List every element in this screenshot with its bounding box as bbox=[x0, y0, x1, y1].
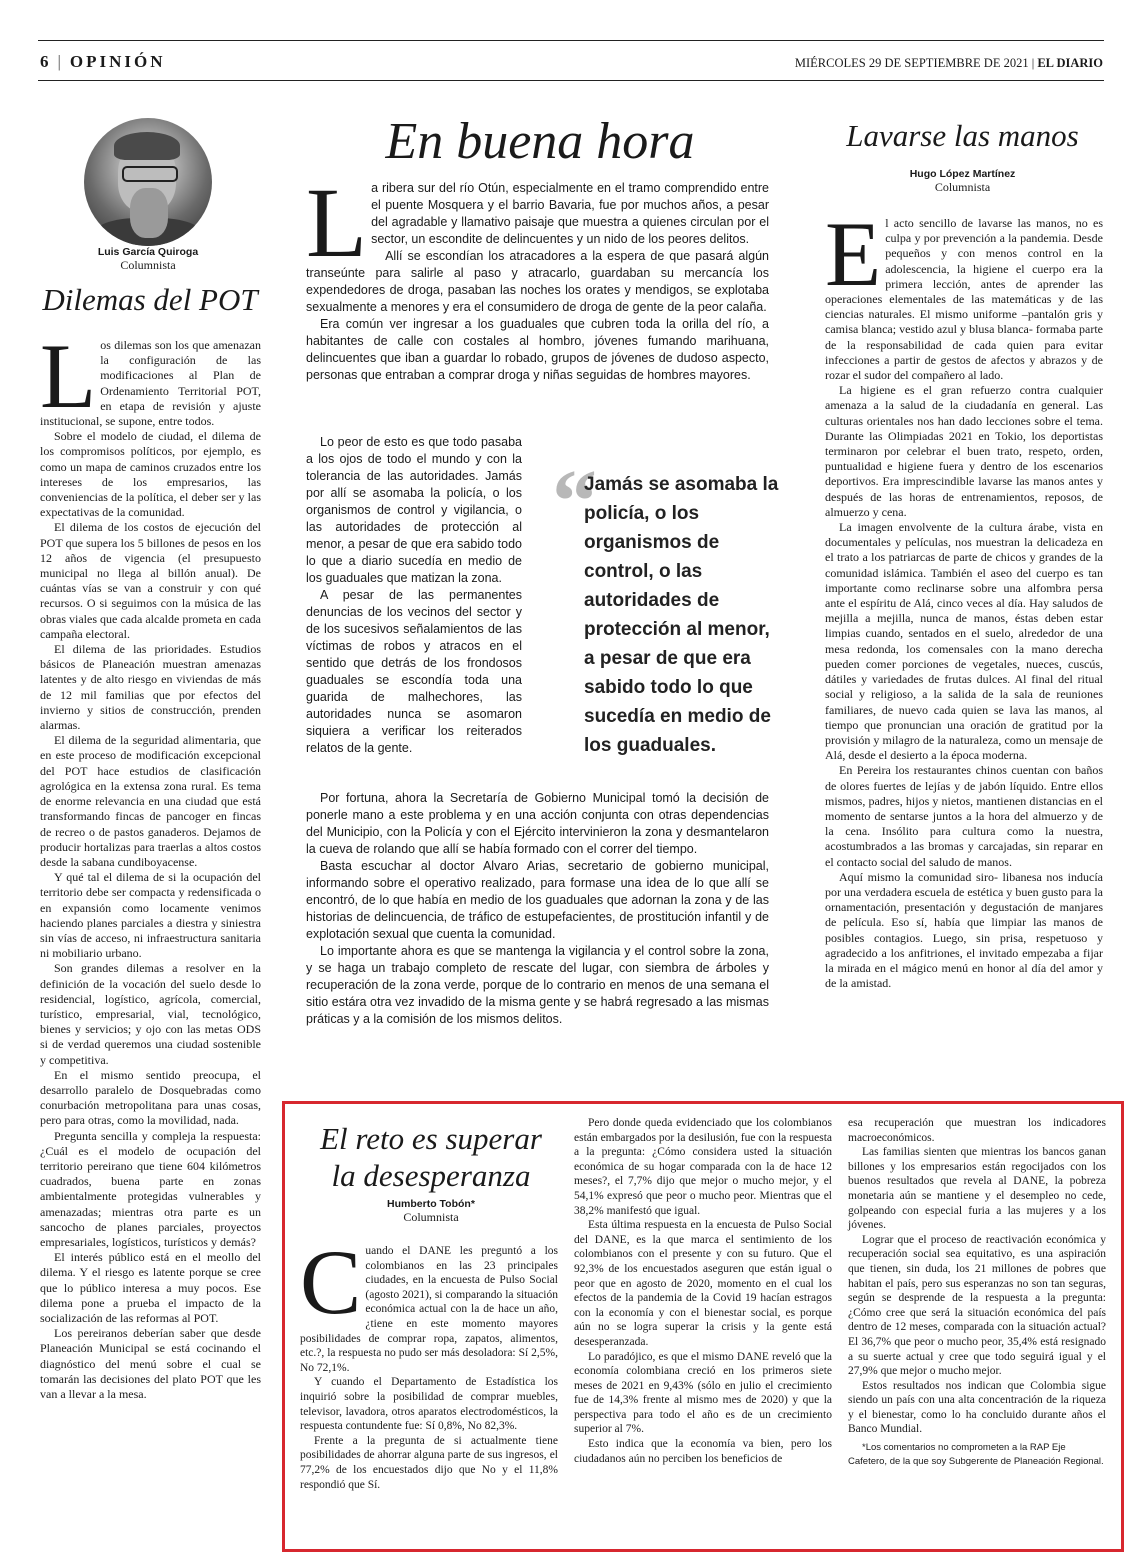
center-paragraph: A pesar de las permanentes denuncias de los vecinos del sector y de los sucesivos señalamientos de las víctimas de robos y atracos en el sentido que detrás de los frondosos guaduales se escondía toda una guarida de malhechores, las autoridades nunca se asomaron siquiera a verificar los reiterados relatos de la gente. bbox=[306, 588, 522, 755]
center-article-body-narrow bbox=[306, 434, 522, 757]
left-author-name: Luis García Quiroga bbox=[97, 246, 199, 258]
author-portrait bbox=[84, 118, 212, 246]
boxed-paragraph: Lo paradójico, es que el mismo DANE reveló que la economía colombiana creció en los primeros siete meses de 2021 en 9,43% (sólo en julio el crecimiento fue de 14,3% frente al mismo mes de 2020) y que la perspectiva para todo el año es de un crecimiento superior al 7%. bbox=[574, 1350, 832, 1436]
boxed-paragraph: Pero donde queda evidenciado que los colombianos están embargados por la desilusión, fue con la respuesta a la pregunta: ¿Cómo considera usted la situación económica de su hogar comparada con la de hace 12 meses?, el 7,7% dijo que mejor o mucho mejor, y el 54,1% expresó que peor o mucho peor. Mientras que el 38,2% manifestó que igual. bbox=[574, 1117, 832, 1217]
boxed-article-col1 bbox=[300, 1231, 558, 1492]
left-drop-cap: L bbox=[40, 325, 97, 427]
left-paragraph: Sobre el modelo de ciudad, el dilema de los compromisos políticos, por ejemplo, es como un mapa de caminos cruzados entre los intereses de los empresarios, las conveniencias de la política, el deber ser y las expectativas de la comunidad. bbox=[40, 429, 261, 520]
boxed-footnote: *Los comentarios no comprometen a la RAP Eje Cafetero, de la que soy Subgerente de Planeación Regional. bbox=[848, 1442, 1104, 1468]
boxed-article-title bbox=[300, 1120, 562, 1194]
boxed-article-col2 bbox=[574, 1116, 832, 1466]
boxed-author-block bbox=[300, 1198, 562, 1225]
center-article-body-top bbox=[306, 167, 769, 384]
right-paragraph: La imagen envolvente de la cultura árabe, vista en documentales y películas, nos muestran la delicadeza en el trato a los patriarcas de parte de chicos y grandes de la comunidad islámica. También el aseo del cuerpo es tan importante como reclinarse sobre una alfombra persa ante el espíritu de Alá, cinco veces al día. Hay saludos de mejilla a mejilla, nunca de manos, éstas deben estar limpias cuando, sentados en el suelo, alrededor de una mesa redonda, los comensales con la mano derecha pueden comer porciones de vegetales, nueces, cuscús, dátiles y variedades de frutas dulces. Al final del ritual social y religioso, a la salida de la sala de reuniones familiares, de nuevo cada quien se lava las manos, al tiempo que pronuncian una oración de gratitud por la provisión y milagro de la naturaleza, como un mensaje de Alá, desde el desierto a la época moderna. bbox=[825, 520, 1103, 763]
boxed-title-line: El reto es superar bbox=[320, 1121, 542, 1156]
right-article-body bbox=[825, 203, 1103, 991]
left-paragraph: El dilema de los costos de ejecución del POT que supera los 5 billones de pesos en los 12 años de vigencia (el presupuesto municipal no llega al billón anual). De cuántas vías se van a construir y con qué recursos. O si seguimos con la música de las obras viales que cada alcalde prometa en cada campaña electoral. bbox=[40, 520, 261, 641]
boxed-paragraph: Y cuando el Departamento de Estadística los inquirió sobre la posibilidad de comprar muebles, televisor, lavadora, otros aparatos electrodomésticos, la respuesta contundente fue: Sí 0,8%, No 82,3%. bbox=[300, 1376, 558, 1433]
boxed-paragraph: Estos resultados nos indican que Colombia sigue siendo un país con una alta concentración de la riqueza y el bienestar, como lo ha concluido durante años el Banco Mundial. bbox=[848, 1379, 1106, 1436]
right-paragraph: l acto sencillo de lavarse las manos, no es culpa y por prevención a la pandemia. Desde pequeños y con menos control en la adolescencia, la higiene el cuerpo era la primera lección, antes de aprender las operaciones elementales de las matemáticas y de las ciencias naturales. El mismo uniforme –pantalón gris y camisa blanca; vestido azul y blusa blanca- formaba parte de la responsabilidad de cada quien para evitar infecciones a partir de gestos de afectos y abrazos y de rozar el sudor del compañero al lado. bbox=[825, 216, 1103, 383]
boxed-article-col3 bbox=[848, 1116, 1106, 1469]
left-paragraph: El interés público está en el meollo del dilema. Y el riesgo es latente porque se cree que lo público interesa a muy pocos. Ese dilema pone a prueba el impacto de la socialización de las reformas al POT. bbox=[40, 1250, 261, 1325]
center-paragraph: Basta escuchar al doctor Alvaro Arias, secretario de gobierno municipal, informando sobre el operativo realizado, para formase una idea de lo que allí se encontró, de lo que había en medio de los guaduales que adornan la zona y de las historias de delincuencia, de tráfico de estupefacientes, de prostitución infantil y de explotación sexual que cuenta la comunidad. bbox=[306, 859, 769, 941]
portrait-hair bbox=[114, 132, 180, 160]
page-number: 6 bbox=[40, 52, 52, 71]
right-drop-cap: E bbox=[825, 203, 882, 305]
newspaper-name: EL DIARIO bbox=[1037, 56, 1103, 70]
pull-quote: Jamás se asomaba la policía, o los organismos de control, o las autoridades de protección al menor, a pesar de que era sabido todo lo que sucedía en medio de los guaduales. bbox=[584, 474, 779, 756]
center-article-body-bottom bbox=[306, 790, 769, 1028]
boxed-paragraph: Lograr que el proceso de reactivación económica y recuperación social sea equitativo, es una aspiración que tienen, sin duda, los 21 millones de pobres que habitan el país, pero sus esperanzas no son tan seguras, según se desprende de la respuesta a la pregunta: ¿Cómo cree que será la situación económica del país dentro de 12 meses, comparada con la situación actual? El 36,7% que peor o mucho peor, 35,4% está resignado a su suerte actual y cree que todo seguirá igual y el 27,9% que mejor o mucho mejor. bbox=[848, 1233, 1106, 1378]
issue-date: MIÉRCOLES 29 DE SEPTIEMBRE DE 2021 bbox=[794, 56, 1029, 70]
left-paragraph: Son grandes dilemas a resolver en la definición de la vocación del suelo desde lo residencial, logístico, agrícola, comercial, turístico, empresarial, vial, tecnológico, bienes y servicios; y ojo con las metas ODS si de verdad queremos una ciudad sostenible y competitiva. bbox=[40, 961, 261, 1067]
center-paragraph: Lo importante ahora es que se mantenga la vigilancia y el control sobre la zona, y se haga un trabajo completo de rescate del lugar, con siembra de árboles y recuperación de la zona verde, porque de lo contrario en menos de una semana el sitio estára otra vez invadido de la misma gente y se habrá regresado a las mismas práticas y a la comisión de los mismos delitos. bbox=[306, 944, 769, 1026]
right-author-name: Hugo López Martínez bbox=[909, 168, 1016, 180]
left-paragraph: Pregunta sencilla y compleja la respuesta: ¿Cuál es el modelo de ocupación del territorio pereirano que tiene 604 kilómetros cuadrados, buena parte en zonas ambientalmente protegidas vulnerables y amenazadas; mientras otra parte es un sancocho de planes parciales, proyectos empresariales, logísticos, turísticos y demás? bbox=[40, 1128, 261, 1249]
right-paragraph: Aquí mismo la comunidad siro- libanesa nos inducía por una verdadera escuela de estética y buen gusto para la ornamentación, presentación y degustación de manjares de película. Eso sí, había que limpiar las manos de posibles contagios. Luego, sin prisa, respetuoso y agradecido a los anfitriones, el invitado empezaba a fijar la mirada en el mágico menú en honor al día del amor y de la amistad. bbox=[825, 869, 1103, 991]
center-article-title: En buena hora bbox=[385, 113, 695, 170]
boxed-author-role: Columnista bbox=[403, 1210, 459, 1224]
issue-date-line: MIÉRCOLES 29 DE SEPTIEMBRE DE 2021 | EL DIARIO bbox=[794, 56, 1103, 70]
left-paragraph: En el mismo sentido preocupa, el desarrollo paralelo de Dosquebradas como conurbación metropolitana para unas cosas, pero para otras, como la movilidad, nada. bbox=[40, 1067, 261, 1128]
left-author-block bbox=[40, 246, 256, 273]
boxed-paragraph: uando el DANE les preguntó a los colombianos en las 23 principales ciudades, en la encuesta de Pulso Social (agosto 2021), si comparando la situación económica actual con la de hace un año, ¿tiene en este momento mayores posibilidades de comprar ropa, zapatos, alimentos, etc.?, la respuesta no pudo ser más desoladora: Sí 2,5%, No 72,1%. bbox=[300, 1245, 558, 1374]
center-paragraph: Por fortuna, ahora la Secretaría de Gobierno Municipal tomó la decisión de ponerle mano a este problema y en una acción conjunta con otras dependencias del Municipio, con la Policía y con el Ejército intervinieron la zona y desmantelaron la cueva de rolando que allí se había formado con el correr del tiempo. bbox=[306, 791, 769, 856]
left-article-body bbox=[40, 325, 261, 1402]
right-author-block bbox=[820, 168, 1105, 195]
left-paragraph: El dilema de la seguridad alimentaria, que en este proceso de modificación excepcional del POT hace estudios de clasificación agrológica en la extensa zona rural. Es tema de enorme relevancia en una ciudad que está transformando fincas de pancoger en fincas de recreo o de pastos ganaderos. Dejamos de producir hortalizas para traerlas a altos costos desde la sabana cundiboyacense. bbox=[40, 733, 261, 869]
boxed-title-line: la desesperanza bbox=[331, 1158, 531, 1193]
page-section-label bbox=[40, 52, 166, 72]
boxed-paragraph: Esta última respuesta en la encuesta de Pulso Social del DANE, es la que marca el sentimiento de los colombianos con el presente y con su futuro. Que el 92,3% de los encuestados aseguren que están igual o peor que en agosto de 2020, momento en el cual los efectos de la pandemia de la Covid 19 hacían estragos con la economía y con el bienestar social, es porque aún no se logra superar la crisis y la gente está desesperanzada. bbox=[574, 1219, 832, 1348]
boxed-paragraph: Las familias sienten que mientras los bancos ganan billones y los empresarios están regocijados con los buenos resultados que revela al DANE, la pobreza monetaria aún se mantiene y el desempleo no cede, golpeando con especial furia a las mujeres y a los jóvenes. bbox=[848, 1146, 1106, 1232]
left-article-title: Dilemas del POT bbox=[42, 282, 258, 317]
center-paragraph: Lo peor de esto es que todo pasaba a los ojos de todo el mundo y con la tolerancia de las autoridades. Jamás por allí se asomaba la policía, o los organismos de control y vigilancia, o las autoridades de protección al menor, a pesar de que era sabido todo lo que a diario sucedía en medio de los guaduales que matizan la zona. bbox=[306, 435, 522, 585]
left-paragraph: os dilemas son los que amenazan la configuración de las modificaciones al Plan de Ordenamiento Territorial POT, en etapa de revisión y ajuste institucional, se supone, entre todos. bbox=[40, 338, 261, 429]
left-paragraph: El dilema de las prioridades. Estudios básicos de Planeación muestran amenazas latentes y de alto riesgo en viviendas de más de 12 mil familias que por efectos del invierno y sitios de construcción, prenden alarmas. bbox=[40, 642, 261, 733]
boxed-drop-cap: C bbox=[300, 1231, 362, 1333]
right-paragraph: En Pereira los restaurantes chinos cuentan con baños de olores fuertes de lejías y de jabón líquido. Entre ellos mismos, padres, hijos y nietos, mantienen distancias en el momento de sentarse juntos a la hora del almuerzo y de la cena. Insólito para cultura como la nuestra, acostumbrados a las bromas y carcajadas, sin reparar en el contacto social del saludo de manos. bbox=[825, 763, 1103, 869]
portrait-glasses bbox=[122, 166, 178, 182]
left-paragraph: Los pereiranos deberían saber que desde Planeación Municipal se está cocinando el diagnóstico del menú sobre el cual se tomarán las decisiones del plato POT que les van a llevar a la mesa. bbox=[40, 1326, 261, 1402]
left-paragraph: Y qué tal el dilema de si la ocupación del territorio debe ser compacta y redensificada o en expansión como locamente venimos haciendo planes parciales a diestra y siniestra sin vías de acceso, ni infraestructura sanitaria ni mobiliario urbano. bbox=[40, 870, 261, 961]
boxed-paragraph: Esto indica que la economía va bien, pero los ciudadanos aún no perciben los beneficios de bbox=[574, 1438, 832, 1465]
header-top-rule bbox=[38, 40, 1104, 41]
right-author-role: Columnista bbox=[934, 180, 991, 194]
center-paragraph: Allí se escondían los atracadores a la espera de que pasará algún transeúnte para salirle al paso y atracarlo, guardaban su mercancía los expendedores de droga, pasaban las noches los orates y mendigos, se explotaba sexualmente a menores y era el consumidero de droga de gente de la peor calaña. bbox=[306, 249, 769, 314]
boxed-paragraph: Frente a la pregunta de si actualmente tiene posibilidades de ahorrar alguna parte de sus ingresos, el 77,2% de los encuestados dijo que No y el 11,8% respondió que Sí. bbox=[300, 1434, 558, 1491]
header-separator: | bbox=[57, 52, 64, 71]
boxed-paragraph: esa recuperación que muestran los indicadores macroeconómicos. bbox=[848, 1117, 1106, 1144]
right-paragraph: La higiene es el gran refuerzo contra cualquier amenaza a la salud de la ciudadanía en general. Las culturas orientales nos han dado lecciones sobre el tema. Durante las Olimpiadas 2021 en Tokio, los deportistas terminaron por celebrar el buen trato, respeto, orden, puntualidad e higiene fuera y dentro de los escenarios deportivos. Era imprescindible lavarse las manos antes y después de las horas de entrenamientos, reposos, de almuerzo y cena. bbox=[825, 383, 1103, 519]
right-article-title: Lavarse las manos bbox=[846, 118, 1079, 153]
center-paragraph: Era común ver ingresar a los guaduales que cubren toda la orilla del río, a habitantes de calle con costales al hombro, jóvenes fumando marihuana, delincuentes que iban a guardar lo robado, grupos de jóvenes de dudoso aspecto, personas que entraban a comprar droga y niñas seguidas de hombres mayores. bbox=[306, 317, 769, 382]
section-name: OPINIÓN bbox=[69, 52, 166, 71]
center-paragraph: a ribera sur del río Otún, especialmente en el tramo comprendido entre el puente Mosquera y el barrio Bavaria, fue por muchos años, a pesar del agradable y llamativo paisaje que muestra a quienes circulan por el sector, un escondite de delincuentes y un nido de los peores delitos. bbox=[371, 181, 769, 246]
left-author-role: Columnista bbox=[120, 258, 176, 272]
portrait-hand bbox=[130, 188, 168, 238]
center-drop-cap: L bbox=[306, 167, 368, 278]
header-bottom-rule bbox=[38, 80, 1104, 81]
pull-quote-mark: “ bbox=[552, 452, 597, 551]
boxed-author-name: Humberto Tobón* bbox=[387, 1198, 475, 1210]
